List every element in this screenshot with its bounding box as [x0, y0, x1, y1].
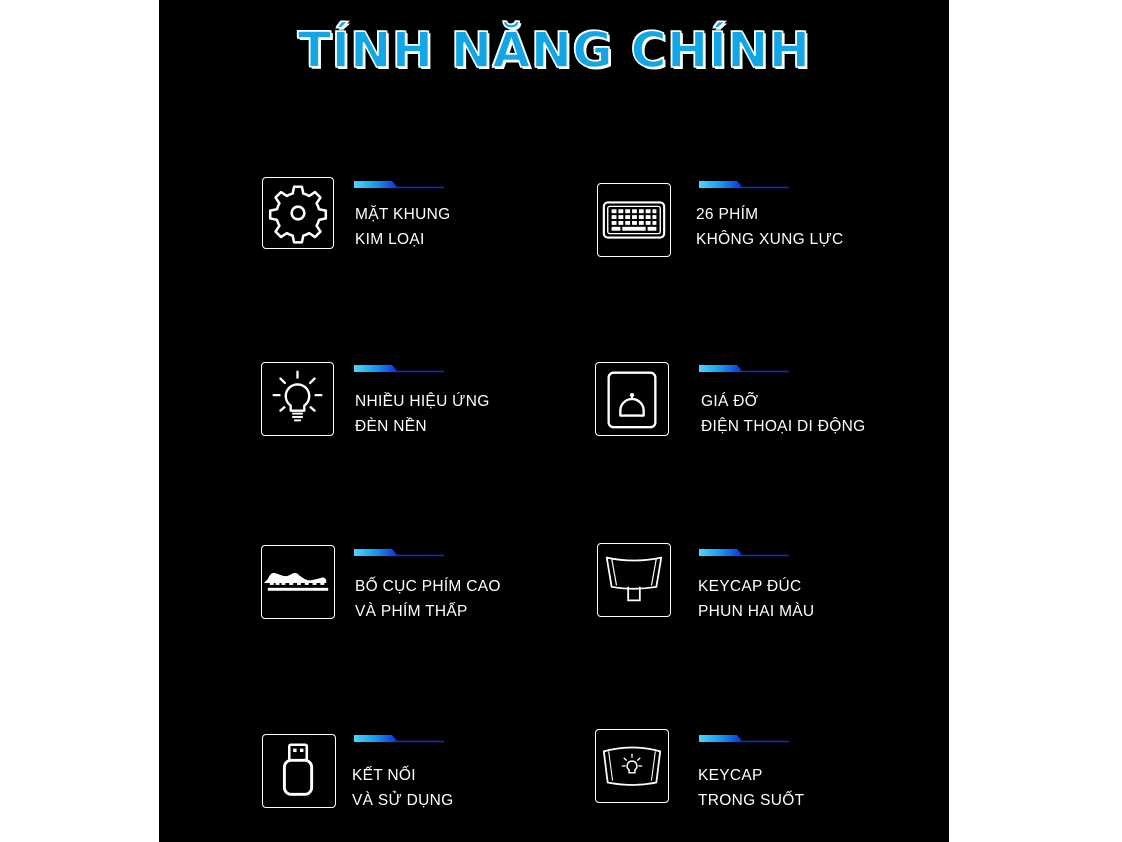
feature-label-line2: VÀ SỬ DỤNG: [352, 792, 454, 809]
keycap-icon: [598, 544, 670, 616]
feature-label-line2: ĐÈN NỀN: [355, 418, 427, 435]
keycap-icon-box: [597, 543, 671, 617]
feature-label-line2: KHÔNG XUNG LỰC: [696, 231, 844, 248]
keyboard-icon-box: [597, 183, 671, 257]
accent-bar: [354, 363, 444, 373]
feature-label-line1: BỐ CỤC PHÍM CAO: [355, 578, 501, 595]
accent-bar: [354, 547, 444, 557]
feature-panel: [159, 0, 949, 842]
page-title: TÍNH NĂNG CHÍNH: [297, 22, 811, 79]
gear-icon: [263, 178, 333, 248]
lightbulb-icon: [262, 363, 333, 435]
accent-bar: [699, 363, 789, 373]
accent-bar: [699, 179, 789, 189]
key-profile-icon: [262, 546, 334, 618]
feature-label-line1: 26 PHÍM: [696, 206, 759, 223]
feature-label-line1: MẶT KHUNG: [355, 206, 451, 223]
feature-label-line2: VÀ PHÍM THẤP: [355, 603, 468, 620]
phone-stand-icon: [596, 363, 668, 435]
feature-label-line1: GIÁ ĐỠ: [701, 393, 759, 410]
accent-bar: [354, 733, 444, 743]
accent-bar: [699, 547, 789, 557]
usb-receiver-icon-box: [262, 734, 336, 808]
lightbulb-icon-box: [261, 362, 334, 436]
accent-bar: [354, 179, 444, 189]
usb-receiver-icon: [263, 735, 335, 807]
feature-label-line2: KIM LOẠI: [355, 231, 425, 248]
feature-label-line2: TRONG SUỐT: [698, 792, 805, 809]
feature-label-line2: ĐIỆN THOẠI DI ĐỘNG: [701, 418, 866, 435]
feature-label-line1: KEYCAP: [698, 767, 763, 784]
feature-label-line2: PHUN HAI MÀU: [698, 603, 815, 620]
keyboard-icon: [598, 184, 670, 256]
feature-label-line1: NHIỀU HIỆU ỨNG: [355, 393, 490, 410]
gear-icon-box: [262, 177, 334, 249]
translucent-keycap-icon-box: [595, 729, 669, 803]
feature-label-line1: KEYCAP ĐÚC: [698, 578, 802, 595]
translucent-keycap-icon: [596, 730, 668, 802]
accent-bar: [699, 733, 789, 743]
key-profile-icon-box: [261, 545, 335, 619]
phone-stand-icon-box: [595, 362, 669, 436]
feature-label-line1: KẾT NỐI: [352, 767, 416, 784]
